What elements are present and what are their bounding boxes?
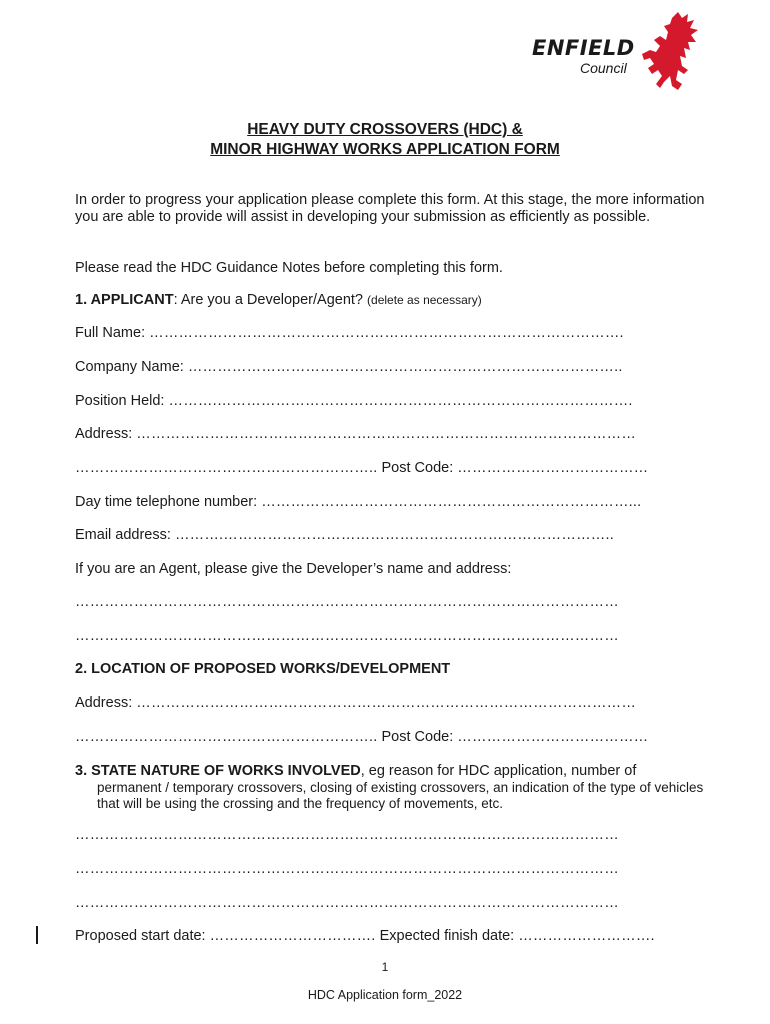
start-date-label: Proposed start date: [75, 928, 206, 944]
company-name-field[interactable] [75, 359, 623, 375]
section2-heading: 2. LOCATION OF PROPOSED WORKS/DEVELOPMENT [75, 661, 451, 677]
site-address-label: Address: [75, 695, 133, 711]
finish-date-label: Expected finish date: [379, 928, 515, 944]
section1-question: : Are you a Developer/Agent? [173, 292, 363, 308]
full-name-input[interactable]: ……………………………………………………………………………………. [149, 325, 624, 341]
form-title-line2: MINOR HIGHWAY WORKS APPLICATION FORM [210, 141, 560, 158]
guidance-note: Please read the HDC Guidance Notes before completing this form. [75, 260, 503, 276]
email-input[interactable]: ……….…………………………………………………………………….. [174, 527, 614, 543]
applicant-address-label: Address: [75, 426, 133, 442]
agent-developer-line1[interactable]: ………………………………………………………………………………………………… [75, 594, 619, 610]
site-address2-input[interactable]: …………………………………………………….. [75, 729, 378, 745]
site-postcode-input[interactable]: ………………………………… [457, 729, 649, 745]
site-postcode-label: Post Code: [381, 729, 454, 745]
form-title-line1: HEAVY DUTY CROSSOVERS (HDC) & [247, 121, 523, 138]
section3-heading: 3. STATE NATURE OF WORKS INVOLVED [75, 763, 361, 779]
works-line1[interactable]: ………………………………………………………………………………………………… [75, 827, 619, 843]
position-held-label: Position Held: [75, 393, 165, 409]
phone-field[interactable] [75, 494, 641, 510]
dates-row[interactable] [75, 928, 655, 944]
email-field[interactable] [75, 527, 614, 543]
agent-instruction: If you are an Agent, please give the Developer’s name and address: [75, 561, 512, 577]
applicant-postcode-label: Post Code: [381, 460, 454, 476]
section1-heading: 1. APPLICANT [75, 292, 174, 308]
full-name-label: Full Name: [75, 325, 146, 341]
applicant-address-field[interactable] [75, 426, 636, 442]
email-label: Email address: [75, 527, 171, 543]
section3-lead: , eg reason for HDC application, number of [360, 763, 637, 779]
page-number: 1 [381, 960, 389, 974]
section3-block [75, 763, 715, 812]
start-date-input[interactable]: ……………………………. [209, 928, 376, 944]
applicant-address2-input[interactable]: …………………………………………………….. [75, 460, 378, 476]
dragon-icon [638, 10, 700, 92]
intro-paragraph: In order to progress your application please complete this form. At this stage, the more information you are able to provide will assist in developing your submission as efficiently as possible. [75, 192, 705, 225]
applicant-postcode-input[interactable]: ………………………………… [457, 460, 649, 476]
section1-heading-row [75, 292, 482, 308]
site-address-line2[interactable] [75, 729, 648, 745]
logo-name: ENFIELD [532, 36, 635, 60]
enfield-council-logo [530, 10, 700, 92]
logo-sub: Council [580, 60, 627, 76]
position-held-input[interactable]: ……….…………………………………………………………………………. [168, 393, 633, 409]
position-held-field[interactable] [75, 393, 633, 409]
full-name-field[interactable] [75, 325, 624, 341]
text-cursor [36, 926, 38, 944]
phone-label: Day time telephone number: [75, 494, 258, 510]
site-address-field[interactable] [75, 695, 636, 711]
works-line3[interactable]: ………………………………………………………………………………………………… [75, 895, 619, 911]
site-address-input[interactable]: ………………………………………………………………………………………… [136, 695, 637, 711]
section1-note: (delete as necessary) [367, 293, 482, 307]
works-line2[interactable]: ………………………………………………………………………………………………… [75, 861, 619, 877]
phone-input[interactable]: …………………………………………………………………... [261, 494, 642, 510]
footer-text: HDC Application form_2022 [307, 988, 463, 1002]
applicant-address-line2[interactable] [75, 460, 648, 476]
applicant-address-input[interactable]: ………………………………………………………………………………………… [136, 426, 637, 442]
company-name-label: Company Name: [75, 359, 184, 375]
company-name-input[interactable]: …………………………………………………………………………….. [187, 359, 623, 375]
finish-date-input[interactable]: ………………………. [518, 928, 655, 944]
agent-developer-line2[interactable]: ………………………………………………………………………………………………… [75, 628, 619, 644]
section3-description: permanent / temporary crossovers, closing of existing crossovers, an indication of the type of vehicles that will be using the crossing and the frequency of movements, etc. [97, 780, 704, 811]
